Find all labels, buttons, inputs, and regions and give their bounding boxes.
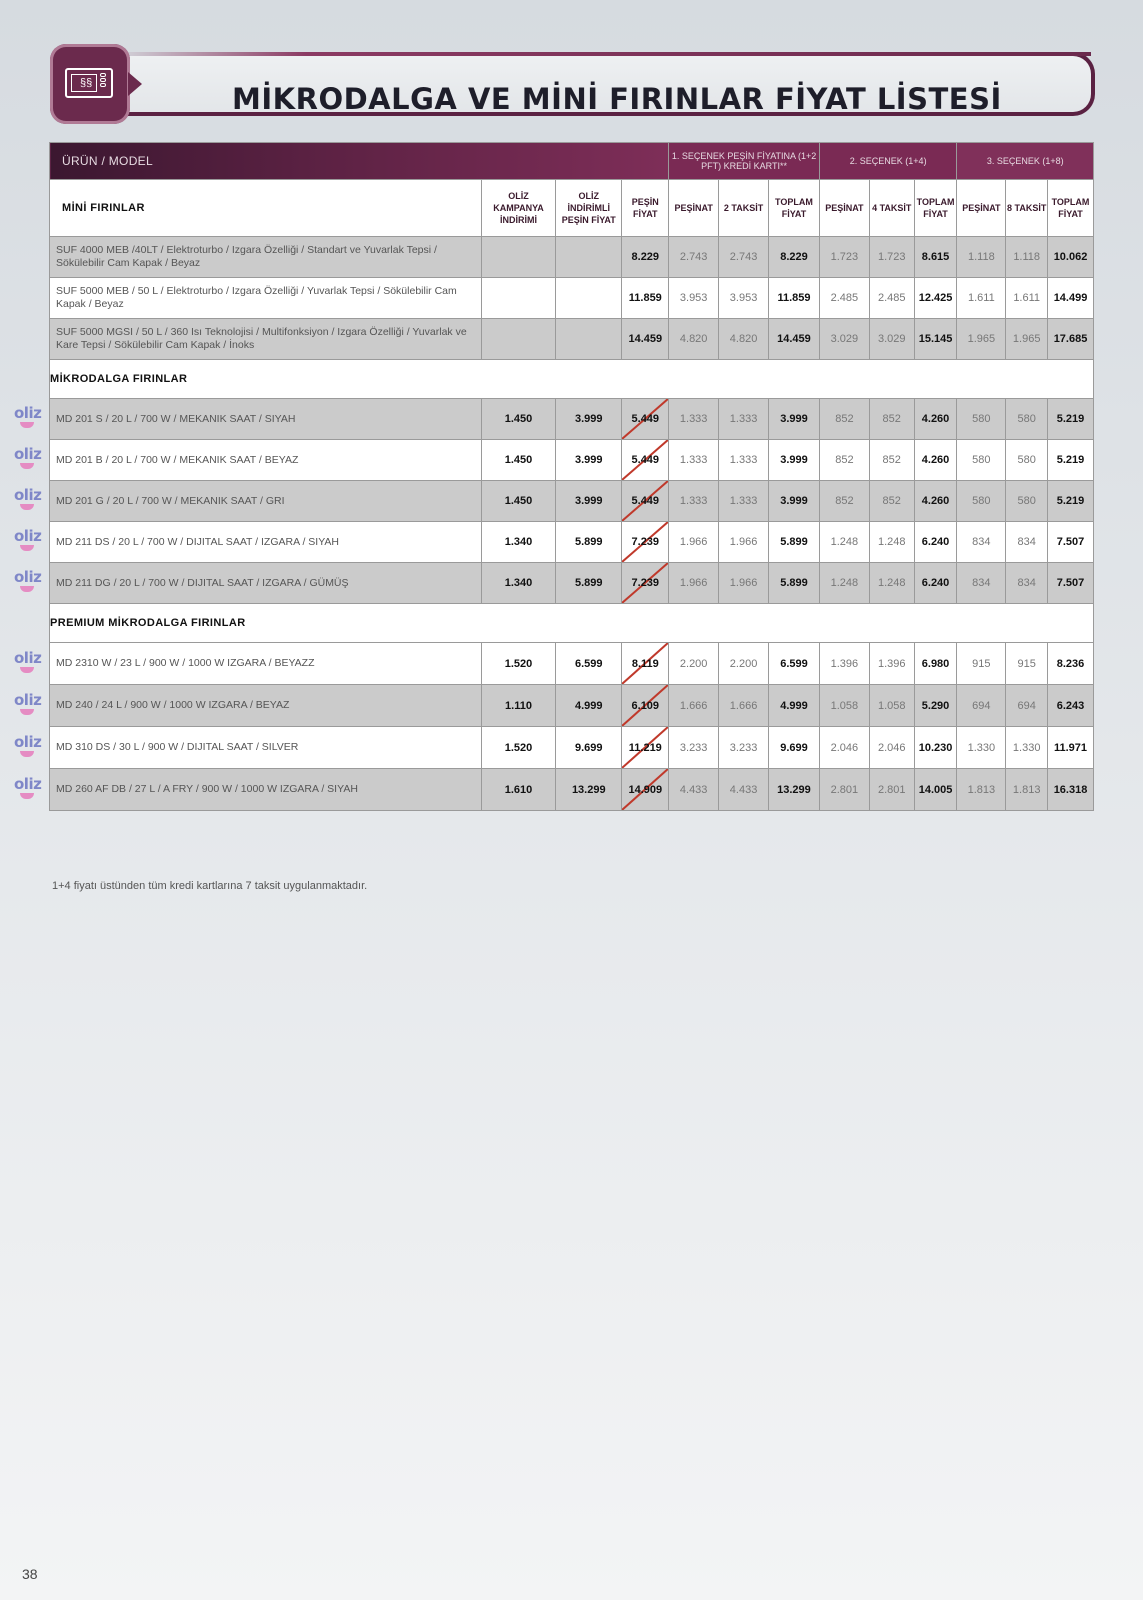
cell-o2t: 12.425 — [914, 278, 957, 319]
cell-disc_cash: 13.299 — [556, 769, 622, 811]
cell-o1i: 1.333 — [719, 440, 769, 481]
table-row — [50, 727, 1094, 769]
oliz-logo: oliz — [14, 776, 44, 798]
cell-o1t: 3.999 — [769, 399, 820, 440]
cell-disc_cash — [556, 278, 622, 319]
old-cash-price-value: 6.109 — [631, 699, 660, 712]
cell-o2d: 2.801 — [819, 769, 869, 811]
cell-o1t: 11.859 — [769, 278, 820, 319]
option2-header: 2. SEÇENEK (1+4) — [819, 143, 956, 180]
cell-o1d: 4.433 — [669, 769, 719, 811]
table-row — [50, 440, 1094, 481]
cell-disc_cash: 9.699 — [556, 727, 622, 769]
cell-name: MD 2310 W / 23 L / 900 W / 1000 W IZGARA / BEYAZZ — [50, 643, 482, 685]
cell-disc_cash: 3.999 — [556, 399, 622, 440]
cell-o3i: 1.611 — [1006, 278, 1048, 319]
cell-o3t: 5.219 — [1048, 440, 1094, 481]
table-row — [50, 237, 1094, 278]
cell-o3d: 580 — [957, 440, 1006, 481]
cell-o3t: 17.685 — [1048, 319, 1094, 360]
cell-o1d: 1.966 — [669, 522, 719, 563]
section-premium-row — [50, 604, 1094, 643]
col-cash-price: PEŞİN FİYAT — [622, 180, 669, 237]
page-header — [50, 44, 1095, 124]
old-cash-price — [622, 643, 669, 685]
oliz-logo: oliz — [14, 446, 44, 468]
cell-o3t: 5.219 — [1048, 481, 1094, 522]
cell-o3t: 5.219 — [1048, 399, 1094, 440]
cell-o1t: 3.999 — [769, 481, 820, 522]
cell-o2d: 1.058 — [819, 685, 869, 727]
cell-o2d: 2.046 — [819, 727, 869, 769]
cell-o3i: 1.813 — [1006, 769, 1048, 811]
cell-o2d: 1.248 — [819, 522, 869, 563]
cell-o1t: 5.899 — [769, 522, 820, 563]
cell-o2t: 15.145 — [914, 319, 957, 360]
cell-o3d: 834 — [957, 563, 1006, 604]
premium-microwave-body — [50, 643, 1094, 811]
cell-o1t: 13.299 — [769, 769, 820, 811]
cell-o1d: 1.333 — [669, 399, 719, 440]
cell-disc: 1.450 — [481, 481, 555, 522]
cell-name: MD 201 B / 20 L / 700 W / MEKANIK SAAT / BEYAZ — [50, 440, 482, 481]
cell-o2i: 852 — [869, 440, 914, 481]
cell-o3i: 915 — [1006, 643, 1048, 685]
old-cash-price-value: 5.449 — [631, 413, 660, 425]
old-cash-price — [622, 481, 669, 522]
cell-o1i: 4.820 — [719, 319, 769, 360]
col-o3-total: TOPLAM FİYAT — [1048, 180, 1094, 237]
cell-disc: 1.340 — [481, 522, 555, 563]
cell-o3i: 834 — [1006, 563, 1048, 604]
cell-o3i: 694 — [1006, 685, 1048, 727]
cell-o2i: 852 — [869, 481, 914, 522]
cell-o1i: 4.433 — [719, 769, 769, 811]
cell-disc: 1.110 — [481, 685, 555, 727]
cell-o2d: 1.396 — [819, 643, 869, 685]
page-number: 38 — [22, 1566, 38, 1582]
cell-o3i: 1.965 — [1006, 319, 1048, 360]
col-o1-down: PEŞİNAT — [669, 180, 719, 237]
cell-name: MD 201 S / 20 L / 700 W / MEKANIK SAAT / SIYAH — [50, 399, 482, 440]
cell-o3d: 915 — [957, 643, 1006, 685]
oliz-logo: oliz — [14, 405, 44, 427]
cell-o3t: 16.318 — [1048, 769, 1094, 811]
cell-o3t: 8.236 — [1048, 643, 1094, 685]
cell-disc: 1.520 — [481, 727, 555, 769]
title-bar — [110, 52, 1095, 116]
cell-o1t: 9.699 — [769, 727, 820, 769]
cell-o1d: 1.333 — [669, 440, 719, 481]
cell-o2t: 6.980 — [914, 643, 957, 685]
cell-disc_cash — [556, 319, 622, 360]
cell-disc_cash: 3.999 — [556, 440, 622, 481]
cell-o3i: 580 — [1006, 399, 1048, 440]
cell-disc_cash: 3.999 — [556, 481, 622, 522]
cell-disc — [481, 237, 555, 278]
cell-o3d: 1.118 — [957, 237, 1006, 278]
cell-o2t: 6.240 — [914, 563, 957, 604]
cell-o2i: 1.248 — [869, 522, 914, 563]
table-row — [50, 769, 1094, 811]
cell-o1t: 4.999 — [769, 685, 820, 727]
cell-o2d: 1.723 — [819, 237, 869, 278]
cell-o1i: 3.953 — [719, 278, 769, 319]
microwave-body — [50, 399, 1094, 604]
cell-disc: 1.340 — [481, 563, 555, 604]
col-o1-total: TOPLAM FİYAT — [769, 180, 820, 237]
col-campaign-discount: OLİZ KAMPANYA İNDİRİMİ — [481, 180, 555, 237]
cell-o1i: 2.743 — [719, 237, 769, 278]
cell-o3t: 11.971 — [1048, 727, 1094, 769]
cell-o2d: 3.029 — [819, 319, 869, 360]
cell-name: MD 211 DG / 20 L / 700 W / DIJITAL SAAT / IZGARA / GÜMÜŞ — [50, 563, 482, 604]
cell-disc_cash: 5.899 — [556, 522, 622, 563]
option3-header: 3. SEÇENEK (1+8) — [957, 143, 1094, 180]
microwave-icon: §§ — [65, 68, 113, 98]
cell-o3d: 1.965 — [957, 319, 1006, 360]
model-header: ÜRÜN / MODEL — [50, 143, 669, 180]
cell-o1i: 1.333 — [719, 481, 769, 522]
cell-o2d: 1.248 — [819, 563, 869, 604]
old-cash-price-value: 14.909 — [628, 783, 663, 796]
cell-o2d: 852 — [819, 440, 869, 481]
cell-o2t: 4.260 — [914, 481, 957, 522]
old-cash-price-value: 5.449 — [631, 495, 660, 507]
cell-o3t: 7.507 — [1048, 522, 1094, 563]
cell-name: SUF 5000 MGSI / 50 L / 360 Isı Teknolojisi / Multifonksiyon / Izgara Özelliği / Yuvarlak ve Kare Tepsi / Sökülebilir Cam Kapak / İnoks — [50, 319, 482, 360]
cell-o1d: 1.333 — [669, 481, 719, 522]
cell-o3t: 7.507 — [1048, 563, 1094, 604]
cell-o2i: 1.723 — [869, 237, 914, 278]
cell-o3d: 1.813 — [957, 769, 1006, 811]
old-cash-price-value: 7.239 — [631, 577, 660, 589]
cell-o1i: 1.333 — [719, 399, 769, 440]
col-o2-down: PEŞİNAT — [819, 180, 869, 237]
col-o3-inst: 8 TAKSİT — [1006, 180, 1048, 237]
cell-o3d: 834 — [957, 522, 1006, 563]
cell-o2d: 852 — [819, 399, 869, 440]
cell-o1d: 2.743 — [669, 237, 719, 278]
option1-header: 1. SEÇENEK PEŞİN FİYATINA (1+2 PFT) KREDİ KARTI** — [669, 143, 820, 180]
cell-o2i: 852 — [869, 399, 914, 440]
cell-o3d: 1.330 — [957, 727, 1006, 769]
section-title: MİKRODALGA FIRINLAR — [50, 360, 1094, 399]
table-row — [50, 399, 1094, 440]
table-row — [50, 522, 1094, 563]
cell-o2i: 2.046 — [869, 727, 914, 769]
cell-o2i: 1.248 — [869, 563, 914, 604]
cell-disc_cash: 5.899 — [556, 563, 622, 604]
cell-o1t: 8.229 — [769, 237, 820, 278]
table-row — [50, 481, 1094, 522]
table-row — [50, 643, 1094, 685]
cell-o1d: 3.953 — [669, 278, 719, 319]
cell-name: SUF 4000 MEB /40LT / Elektroturbo / Izgara Özelliği / Standart ve Yuvarlak Tepsi / Sökülebilir Cam Kapak / Beyaz — [50, 237, 482, 278]
old-cash-price-value: 7.239 — [631, 536, 660, 548]
section-micro-row — [50, 360, 1094, 399]
cell-name: MD 310 DS / 30 L / 900 W / DIJITAL SAAT / SILVER — [50, 727, 482, 769]
cell-o1d: 3.233 — [669, 727, 719, 769]
oliz-logo: oliz — [14, 528, 44, 550]
table-top-header — [50, 143, 1094, 180]
cell-o3i: 834 — [1006, 522, 1048, 563]
cell-o1d: 1.966 — [669, 563, 719, 604]
cell-o1t: 3.999 — [769, 440, 820, 481]
cell-o2t: 5.290 — [914, 685, 957, 727]
mini-ovens-body — [50, 237, 1094, 360]
oliz-logo: oliz — [14, 734, 44, 756]
cell-disc: 1.610 — [481, 769, 555, 811]
col-o3-down: PEŞİNAT — [957, 180, 1006, 237]
cell-name: MD 260 AF DB / 27 L / A FRY / 900 W / 1000 W IZGARA / SIYAH — [50, 769, 482, 811]
cell-o2t: 8.615 — [914, 237, 957, 278]
cell-o3d: 580 — [957, 399, 1006, 440]
old-cash-price — [622, 399, 669, 440]
cell-o2d: 2.485 — [819, 278, 869, 319]
cell-name: SUF 5000 MEB / 50 L / Elektroturbo / Izgara Özelliği / Yuvarlak Tepsi / Sökülebilir Cam Kapak / Beyaz — [50, 278, 482, 319]
cell-disc_cash — [556, 237, 622, 278]
col-o1-inst: 2 TAKSİT — [719, 180, 769, 237]
cell-o2i: 2.801 — [869, 769, 914, 811]
cell-disc_cash: 4.999 — [556, 685, 622, 727]
oliz-logo: oliz — [14, 650, 44, 672]
table-row — [50, 563, 1094, 604]
section-title: PREMIUM MİKRODALGA FIRINLAR — [50, 604, 1094, 643]
cell-name: MD 211 DS / 20 L / 700 W / DIJITAL SAAT / IZGARA / SIYAH — [50, 522, 482, 563]
cell-o3d: 580 — [957, 481, 1006, 522]
cell-o1i: 1.966 — [719, 563, 769, 604]
old-cash-price — [622, 685, 669, 727]
table-row — [50, 319, 1094, 360]
col-discounted-cash: OLİZ İNDİRİMLİ PEŞİN FİYAT — [556, 180, 622, 237]
cell-disc — [481, 319, 555, 360]
cell-o2i: 3.029 — [869, 319, 914, 360]
old-cash-price — [622, 563, 669, 604]
cell-cash: 14.459 — [622, 319, 669, 360]
cell-o3t: 14.499 — [1048, 278, 1094, 319]
old-cash-price — [622, 769, 669, 811]
cell-o2t: 10.230 — [914, 727, 957, 769]
table-row — [50, 278, 1094, 319]
cell-cash: 8.229 — [622, 237, 669, 278]
cell-o3t: 10.062 — [1048, 237, 1094, 278]
table-row — [50, 685, 1094, 727]
category-header: MİNİ FIRINLAR — [50, 180, 482, 237]
cell-o2t: 4.260 — [914, 440, 957, 481]
cell-o1i: 2.200 — [719, 643, 769, 685]
col-o2-inst: 4 TAKSİT — [869, 180, 914, 237]
cell-name: MD 201 G / 20 L / 700 W / MEKANIK SAAT / GRI — [50, 481, 482, 522]
price-table — [49, 142, 1094, 811]
old-cash-price-value: 8.119 — [631, 657, 659, 670]
cell-o1d: 2.200 — [669, 643, 719, 685]
cell-o2i: 1.396 — [869, 643, 914, 685]
old-cash-price — [622, 727, 669, 769]
cell-o1i: 3.233 — [719, 727, 769, 769]
cell-disc — [481, 278, 555, 319]
cell-disc: 1.450 — [481, 440, 555, 481]
cell-o3t: 6.243 — [1048, 685, 1094, 727]
oliz-logo: oliz — [14, 569, 44, 591]
cell-disc_cash: 6.599 — [556, 643, 622, 685]
cell-o1t: 5.899 — [769, 563, 820, 604]
footnote: 1+4 fiyatı üstünden tüm kredi kartlarına 7 taksit uygulanmaktadır. — [52, 880, 368, 892]
cell-o2d: 852 — [819, 481, 869, 522]
cell-o1d: 1.666 — [669, 685, 719, 727]
column-header-row — [50, 180, 1094, 237]
cell-disc: 1.520 — [481, 643, 555, 685]
cell-name: MD 240 / 24 L / 900 W / 1000 W IZGARA / BEYAZ — [50, 685, 482, 727]
microwave-badge — [50, 44, 130, 124]
cell-o3i: 580 — [1006, 440, 1048, 481]
cell-o3i: 1.330 — [1006, 727, 1048, 769]
col-o2-total: TOPLAM FİYAT — [914, 180, 957, 237]
cell-o1t: 6.599 — [769, 643, 820, 685]
old-cash-price — [622, 440, 669, 481]
cell-o1t: 14.459 — [769, 319, 820, 360]
cell-o2t: 4.260 — [914, 399, 957, 440]
cell-o1i: 1.966 — [719, 522, 769, 563]
cell-o2t: 6.240 — [914, 522, 957, 563]
cell-o3i: 1.118 — [1006, 237, 1048, 278]
old-cash-price — [622, 522, 669, 563]
oliz-logo: oliz — [14, 487, 44, 509]
cell-disc: 1.450 — [481, 399, 555, 440]
cell-o2t: 14.005 — [914, 769, 957, 811]
cell-o2i: 1.058 — [869, 685, 914, 727]
cell-o3d: 1.611 — [957, 278, 1006, 319]
cell-o2i: 2.485 — [869, 278, 914, 319]
cell-o1i: 1.666 — [719, 685, 769, 727]
old-cash-price-value: 5.449 — [631, 454, 660, 466]
cell-cash: 11.859 — [622, 278, 669, 319]
cell-o1d: 4.820 — [669, 319, 719, 360]
old-cash-price-value: 11.219 — [628, 741, 662, 754]
page-title: MİKRODALGA VE MİNİ FIRINLAR FİYAT LİSTESİ — [232, 82, 1002, 116]
cell-o3i: 580 — [1006, 481, 1048, 522]
oliz-logo: oliz — [14, 692, 44, 714]
cell-o3d: 694 — [957, 685, 1006, 727]
